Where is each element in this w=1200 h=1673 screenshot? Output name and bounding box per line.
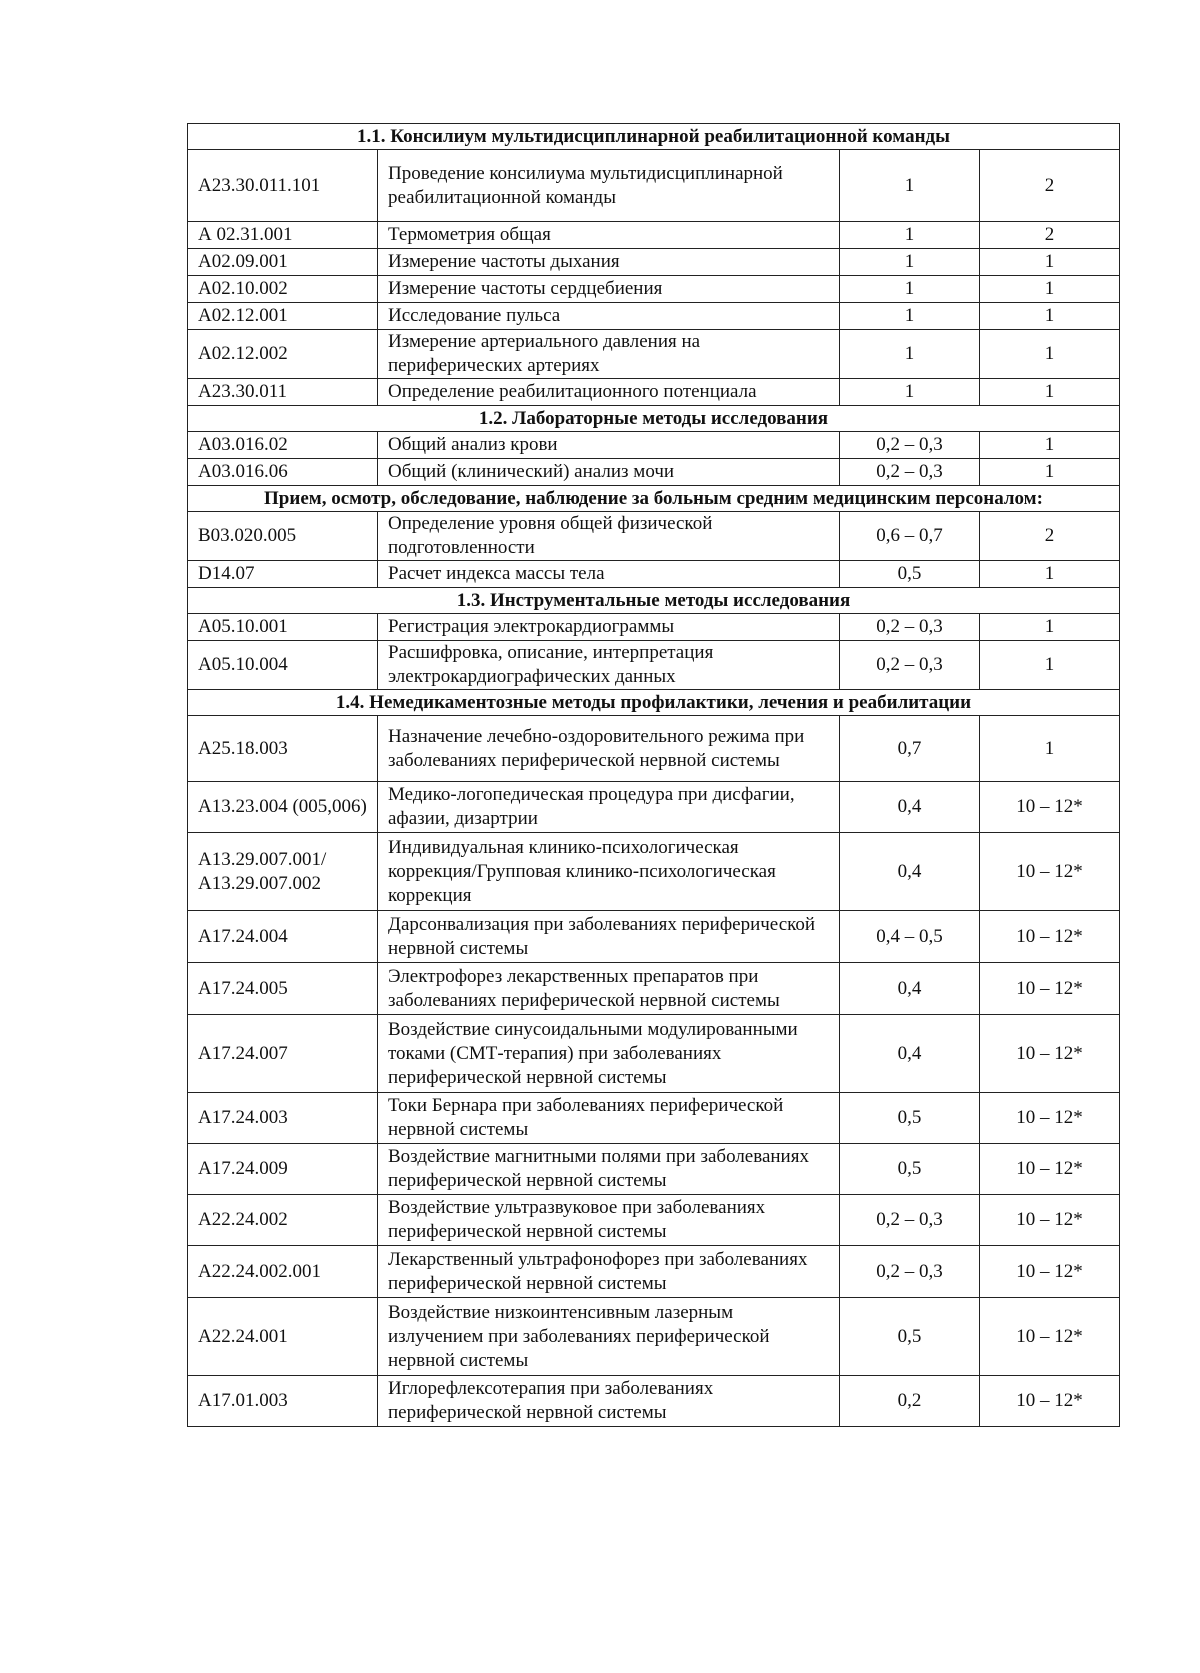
multiplicity-value: 1 — [980, 561, 1120, 588]
service-code: А02.12.002 — [188, 330, 378, 379]
service-name: Иглорефлексотерапия при заболеваниях периферической нервной системы — [378, 1376, 840, 1427]
service-code: D14.07 — [188, 561, 378, 588]
service-name: Электрофорез лекарственных препаратов при заболеваниях периферической нервной системы — [378, 963, 840, 1015]
multiplicity-value: 2 — [980, 150, 1120, 222]
service-name: Регистрация электрокардиограммы — [378, 614, 840, 641]
service-code: А22.24.002.001 — [188, 1246, 378, 1298]
multiplicity-value: 1 — [980, 330, 1120, 379]
table-row — [188, 150, 1120, 222]
frequency-value: 0,2 — [840, 1376, 980, 1427]
service-name: Дарсонвализация при заболеваниях периферической нервной системы — [378, 911, 840, 963]
frequency-value: 0,2 – 0,3 — [840, 1195, 980, 1246]
multiplicity-value: 1 — [980, 432, 1120, 459]
frequency-value: 1 — [840, 276, 980, 303]
section-title: 1.1. Консилиум мультидисциплинарной реабилитационной команды — [188, 124, 1120, 150]
service-name: Исследование пульса — [378, 303, 840, 330]
table-row — [188, 222, 1120, 249]
table-row — [188, 963, 1120, 1015]
service-name: Лекарственный ультрафонофорез при заболеваниях периферической нервной системы — [378, 1246, 840, 1298]
multiplicity-value: 1 — [980, 459, 1120, 486]
frequency-value: 0,2 – 0,3 — [840, 459, 980, 486]
frequency-value: 0,6 – 0,7 — [840, 512, 980, 561]
frequency-value: 1 — [840, 303, 980, 330]
service-code: А13.23.004 (005,006) — [188, 782, 378, 833]
service-code: А17.24.009 — [188, 1144, 378, 1195]
service-code: А17.24.007 — [188, 1015, 378, 1093]
frequency-value: 1 — [840, 222, 980, 249]
section-header-row — [188, 588, 1120, 614]
service-code: А22.24.002 — [188, 1195, 378, 1246]
service-name: Общий (клинический) анализ мочи — [378, 459, 840, 486]
services-table — [187, 123, 1120, 1427]
service-code: А23.30.011.101 — [188, 150, 378, 222]
table-row — [188, 782, 1120, 833]
multiplicity-value: 10 – 12* — [980, 1298, 1120, 1376]
multiplicity-value: 10 – 12* — [980, 1246, 1120, 1298]
service-code: А02.09.001 — [188, 249, 378, 276]
service-name: Воздействие низкоинтенсивным лазерным излучением при заболеваниях периферической нервной системы — [378, 1298, 840, 1376]
service-name: Воздействие ультразвуковое при заболеваниях периферической нервной системы — [378, 1195, 840, 1246]
frequency-value: 0,5 — [840, 1298, 980, 1376]
frequency-value: 0,5 — [840, 561, 980, 588]
multiplicity-value: 10 – 12* — [980, 782, 1120, 833]
service-name: Воздействие синусоидальными модулированными токами (СМТ-терапия) при заболеваниях периферической нервной системы — [378, 1015, 840, 1093]
table-row — [188, 1376, 1120, 1427]
document-page — [187, 123, 1119, 1427]
service-name: Расшифровка, описание, интерпретация электрокардиографических данных — [378, 641, 840, 690]
service-name: Индивидуальная клинико-психологическая коррекция/Групповая клинико-психологическая коррекция — [378, 833, 840, 911]
table-row — [188, 303, 1120, 330]
service-code: А23.30.011 — [188, 379, 378, 406]
section-header-row — [188, 690, 1120, 716]
table-row — [188, 379, 1120, 406]
table-row — [188, 1298, 1120, 1376]
frequency-value: 0,7 — [840, 716, 980, 782]
multiplicity-value: 1 — [980, 379, 1120, 406]
frequency-value: 1 — [840, 379, 980, 406]
multiplicity-value: 10 – 12* — [980, 963, 1120, 1015]
service-code: В03.020.005 — [188, 512, 378, 561]
service-code: А 02.31.001 — [188, 222, 378, 249]
frequency-value: 0,4 — [840, 833, 980, 911]
multiplicity-value: 1 — [980, 303, 1120, 330]
table-row — [188, 1015, 1120, 1093]
table-row — [188, 1093, 1120, 1144]
table-row — [188, 249, 1120, 276]
frequency-value: 0,4 — [840, 782, 980, 833]
section-header-row — [188, 124, 1120, 150]
frequency-value: 0,2 – 0,3 — [840, 641, 980, 690]
service-code: А03.016.06 — [188, 459, 378, 486]
multiplicity-value: 1 — [980, 716, 1120, 782]
multiplicity-value: 1 — [980, 641, 1120, 690]
multiplicity-value: 1 — [980, 249, 1120, 276]
multiplicity-value: 10 – 12* — [980, 1195, 1120, 1246]
service-name: Измерение артериального давления на периферических артериях — [378, 330, 840, 379]
table-row — [188, 459, 1120, 486]
table-row — [188, 276, 1120, 303]
service-code: А05.10.001 — [188, 614, 378, 641]
multiplicity-value: 1 — [980, 614, 1120, 641]
table-row — [188, 330, 1120, 379]
table-row — [188, 561, 1120, 588]
service-code: А22.24.001 — [188, 1298, 378, 1376]
section-title: 1.3. Инструментальные методы исследования — [188, 588, 1120, 614]
service-code: А05.10.004 — [188, 641, 378, 690]
frequency-value: 1 — [840, 330, 980, 379]
service-name: Расчет индекса массы тела — [378, 561, 840, 588]
service-code: А03.016.02 — [188, 432, 378, 459]
multiplicity-value: 10 – 12* — [980, 1376, 1120, 1427]
service-name: Назначение лечебно-оздоровительного режима при заболеваниях периферической нервной системы — [378, 716, 840, 782]
multiplicity-value: 10 – 12* — [980, 1015, 1120, 1093]
multiplicity-value: 10 – 12* — [980, 833, 1120, 911]
services-table-body — [188, 124, 1120, 1427]
service-code: А25.18.003 — [188, 716, 378, 782]
multiplicity-value: 2 — [980, 222, 1120, 249]
service-name: Медико-логопедическая процедура при дисфагии, афазии, дизартрии — [378, 782, 840, 833]
section-title: Прием, осмотр, обследование, наблюдение за больным средним медицинским персоналом: — [188, 486, 1120, 512]
service-code: А17.24.004 — [188, 911, 378, 963]
table-row — [188, 1195, 1120, 1246]
service-name: Общий анализ крови — [378, 432, 840, 459]
service-code: А02.10.002 — [188, 276, 378, 303]
section-title: 1.4. Немедикаментозные методы профилактики, лечения и реабилитации — [188, 690, 1120, 716]
table-row — [188, 911, 1120, 963]
table-row — [188, 1144, 1120, 1195]
service-name: Измерение частоты дыхания — [378, 249, 840, 276]
multiplicity-value: 1 — [980, 276, 1120, 303]
frequency-value: 0,2 – 0,3 — [840, 1246, 980, 1298]
service-code: А17.24.005 — [188, 963, 378, 1015]
frequency-value: 0,5 — [840, 1144, 980, 1195]
multiplicity-value: 2 — [980, 512, 1120, 561]
service-name: Воздействие магнитными полями при заболеваниях периферической нервной системы — [378, 1144, 840, 1195]
frequency-value: 0,4 – 0,5 — [840, 911, 980, 963]
service-name: Термометрия общая — [378, 222, 840, 249]
frequency-value: 0,2 – 0,3 — [840, 614, 980, 641]
frequency-value: 1 — [840, 249, 980, 276]
table-row — [188, 833, 1120, 911]
service-name: Токи Бернара при заболеваниях периферической нервной системы — [378, 1093, 840, 1144]
multiplicity-value: 10 – 12* — [980, 911, 1120, 963]
table-row — [188, 641, 1120, 690]
table-row — [188, 716, 1120, 782]
service-name: Определение реабилитационного потенциала — [378, 379, 840, 406]
section-header-row — [188, 486, 1120, 512]
service-code: А17.01.003 — [188, 1376, 378, 1427]
section-title: 1.2. Лабораторные методы исследования — [188, 406, 1120, 432]
table-row — [188, 432, 1120, 459]
service-name: Измерение частоты сердцебиения — [378, 276, 840, 303]
frequency-value: 0,4 — [840, 1015, 980, 1093]
table-row — [188, 1246, 1120, 1298]
frequency-value: 0,5 — [840, 1093, 980, 1144]
multiplicity-value: 10 – 12* — [980, 1093, 1120, 1144]
service-name: Проведение консилиума мультидисциплинарной реабилитационной команды — [378, 150, 840, 222]
table-row — [188, 512, 1120, 561]
service-code: А02.12.001 — [188, 303, 378, 330]
multiplicity-value: 10 – 12* — [980, 1144, 1120, 1195]
table-row — [188, 614, 1120, 641]
frequency-value: 0,2 – 0,3 — [840, 432, 980, 459]
service-code: А17.24.003 — [188, 1093, 378, 1144]
service-code: А13.29.007.001/А13.29.007.002 — [188, 833, 378, 911]
frequency-value: 0,4 — [840, 963, 980, 1015]
frequency-value: 1 — [840, 150, 980, 222]
service-name: Определение уровня общей физической подготовленности — [378, 512, 840, 561]
section-header-row — [188, 406, 1120, 432]
